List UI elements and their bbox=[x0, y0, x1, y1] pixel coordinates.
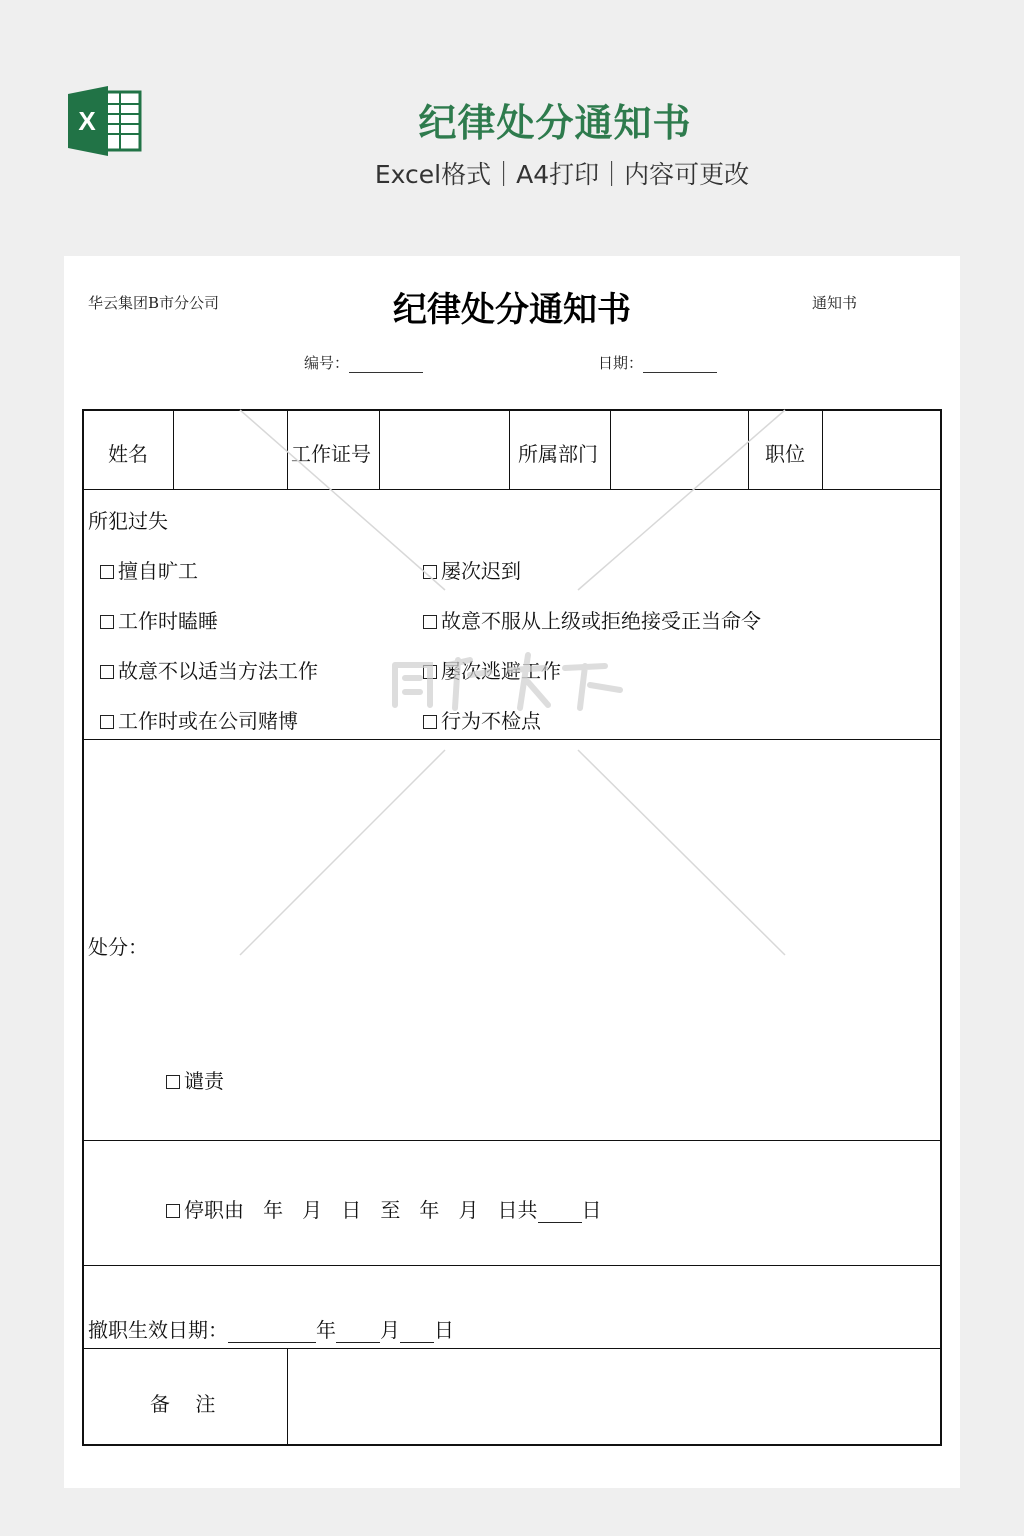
fault-option[interactable]: 工作时瞌睡 bbox=[100, 605, 218, 634]
fault-option[interactable]: 行为不检点 bbox=[423, 705, 541, 734]
checkbox[interactable] bbox=[100, 665, 114, 679]
date-input[interactable] bbox=[643, 358, 717, 373]
number-input[interactable] bbox=[349, 358, 423, 373]
fault-option[interactable]: 故意不以适当方法工作 bbox=[100, 655, 318, 684]
fault-option[interactable]: 擅自旷工 bbox=[100, 555, 198, 584]
work-id-label: 工作证号 bbox=[291, 442, 371, 466]
days-input[interactable] bbox=[538, 1206, 582, 1223]
fault-option[interactable]: 工作时或在公司赌博 bbox=[100, 705, 298, 734]
banner-subtitle: Excel格式｜A4打印｜内容可更改 bbox=[374, 160, 750, 189]
position-input[interactable] bbox=[826, 413, 938, 487]
checkbox[interactable] bbox=[423, 615, 437, 629]
name-input[interactable] bbox=[180, 413, 286, 487]
number-field bbox=[304, 352, 423, 373]
department-input[interactable] bbox=[614, 413, 746, 487]
remarks-input[interactable] bbox=[292, 1351, 938, 1443]
checkbox[interactable] bbox=[100, 565, 114, 579]
dismissal-day-input[interactable] bbox=[400, 1326, 434, 1343]
name-label: 姓名 bbox=[108, 442, 148, 466]
company-name: 华云集团B市分公司 bbox=[88, 294, 220, 312]
form-table bbox=[82, 409, 942, 1446]
fault-option[interactable]: 屡次迟到 bbox=[423, 555, 521, 584]
department-label: 所属部门 bbox=[518, 442, 598, 466]
checkbox[interactable] bbox=[166, 1075, 180, 1089]
date-label: 日期： bbox=[598, 354, 644, 372]
banner-title: 纪律处分通知书 bbox=[418, 101, 692, 145]
checkbox[interactable] bbox=[423, 665, 437, 679]
document-sheet bbox=[64, 256, 960, 1488]
document-type: 通知书 bbox=[812, 294, 858, 312]
reprimand-option[interactable]: 谴责 bbox=[166, 1065, 224, 1094]
suspension-option[interactable]: 停职由 年 月 日 至 年 月 日共 日 bbox=[166, 1194, 602, 1223]
faults-label: 所犯过失 bbox=[88, 509, 168, 533]
number-label: 编号： bbox=[304, 354, 350, 372]
document-title: 纪律处分通知书 bbox=[393, 290, 631, 330]
dismissal-year-input[interactable] bbox=[228, 1326, 316, 1343]
position-label: 职位 bbox=[765, 442, 805, 466]
checkbox[interactable] bbox=[166, 1204, 180, 1218]
checkbox[interactable] bbox=[100, 715, 114, 729]
dismissal-date: 撤职生效日期： 年 月 日 bbox=[88, 1318, 454, 1342]
checkbox[interactable] bbox=[423, 565, 437, 579]
work-id-input[interactable] bbox=[384, 413, 508, 487]
svg-text:X: X bbox=[78, 106, 96, 136]
penalty-label: 处分： bbox=[88, 935, 148, 959]
dismissal-month-input[interactable] bbox=[336, 1326, 380, 1343]
remarks-label: 备 注 bbox=[150, 1392, 216, 1416]
checkbox[interactable] bbox=[423, 715, 437, 729]
fault-option[interactable]: 屡次逃避工作 bbox=[423, 655, 561, 684]
checkbox[interactable] bbox=[100, 615, 114, 629]
date-field bbox=[598, 352, 717, 373]
fault-option[interactable]: 故意不服从上级或拒绝接受正当命令 bbox=[423, 605, 761, 634]
